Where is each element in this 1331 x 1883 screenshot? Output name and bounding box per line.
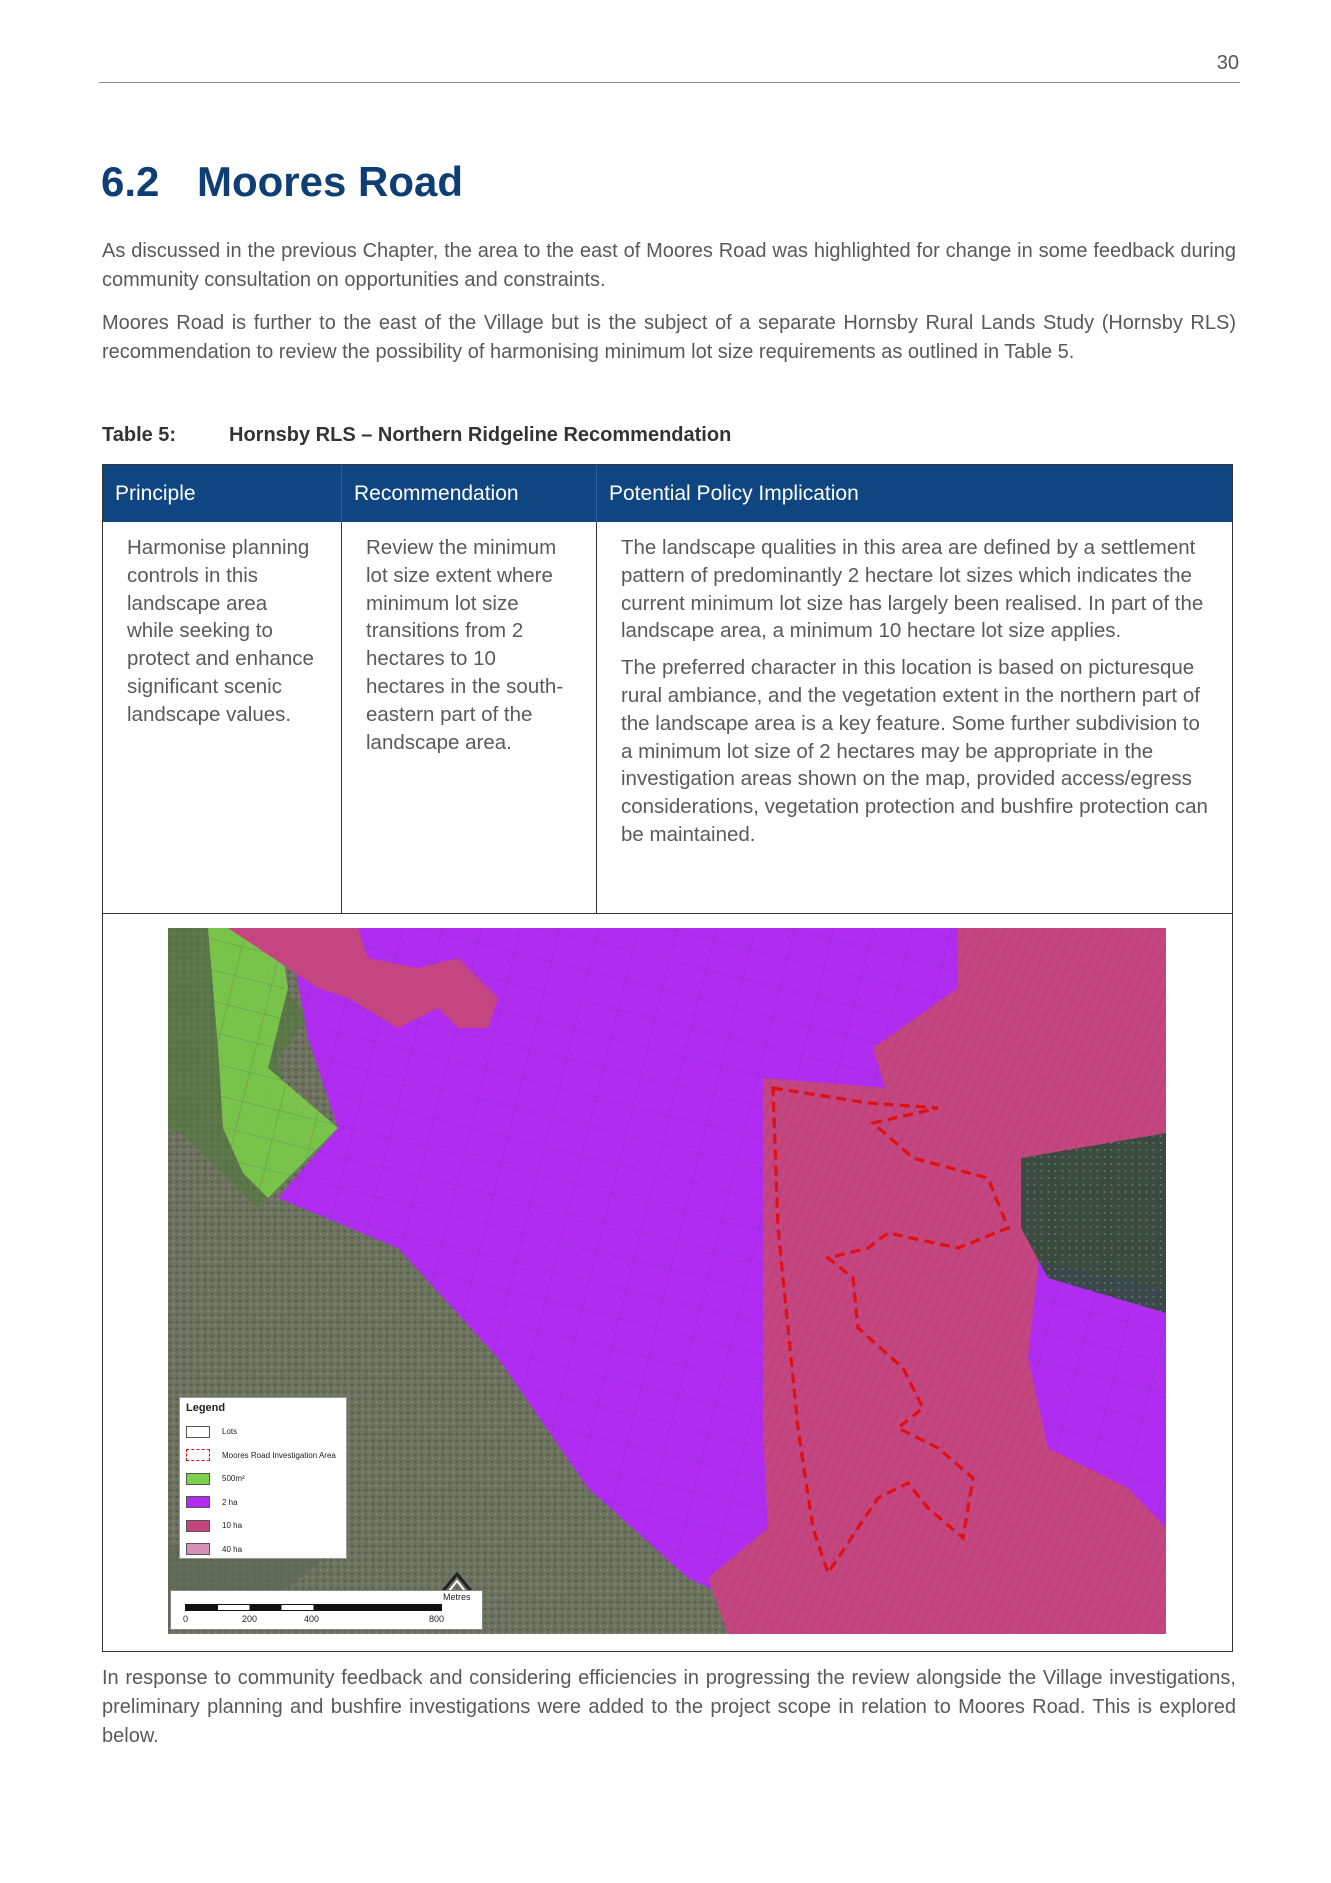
legend-label: Moores Road Investigation Area	[222, 1450, 336, 1460]
legend-item	[186, 1420, 340, 1444]
scale-tick-label: 200	[242, 1614, 258, 1624]
legend-label: Lots	[222, 1427, 238, 1437]
table-caption-label: Table 5:	[102, 424, 177, 446]
legend-item	[186, 1444, 340, 1468]
legend-item	[186, 1491, 340, 1515]
legend-item	[186, 1538, 340, 1562]
table-caption	[102, 424, 731, 447]
scale-tick-label: 400	[304, 1614, 320, 1624]
legend-swatch-40ha	[186, 1543, 210, 1555]
header-policy-implication: Potential Policy Implication	[596, 465, 1232, 522]
map-legend	[179, 1397, 347, 1559]
cell-principle: Harmonise planning controls in this landscape area while seeking to protect and enhance significant scenic landscape values.	[127, 536, 314, 726]
scale-bar	[170, 1590, 483, 1630]
scale-unit: Metres	[443, 1592, 471, 1602]
closing-paragraph: In response to community feedback and considering efficiencies in progressing the review alongside the Village investigations, preliminary planning and bushfire investigations were added to the project scope in relation to Moores Road. This is explored below.	[102, 1667, 1236, 1747]
table-caption-title: Hornsby RLS – Northern Ridgeline Recommendation	[229, 424, 732, 446]
section-title: Moores Road	[197, 158, 464, 205]
section-heading	[101, 158, 463, 206]
legend-label: 2 ha	[222, 1497, 238, 1507]
map-cell	[103, 913, 1232, 1651]
cell-policy-implication	[596, 522, 1232, 913]
cell-recommendation: Review the minimum lot size extent where minimum lot size transitions from 2 hectares to 10 hectares in the south-eastern part of the landscape area.	[341, 522, 596, 913]
minimum-lot-size-map	[168, 928, 1166, 1634]
table-header-row	[103, 465, 1232, 522]
recommendation-table	[102, 464, 1233, 1652]
legend-label: 40 ha	[222, 1544, 243, 1554]
header-principle: Principle	[115, 482, 196, 505]
implication-paragraph: The landscape qualities in this area are defined by a settlement pattern of predominantly 2 hectare lot sizes which indicates the current minimum lot size has largely been realised. In part of the landscape area, a minimum 10 hectare lot size applies.	[621, 536, 1204, 643]
legend-item	[186, 1514, 340, 1538]
legend-label: 500m²	[222, 1474, 245, 1484]
legend-swatch-2ha	[186, 1496, 210, 1508]
header-recommendation: Recommendation	[341, 465, 596, 522]
scale-tick-label: 0	[183, 1614, 189, 1624]
section-number: 6.2	[101, 158, 160, 205]
legend-swatch-lots	[186, 1426, 210, 1438]
scale-tick-label: 800	[429, 1614, 445, 1624]
intro-paragraph: As discussed in the previous Chapter, the area to the east of Moores Road was highlighted for change in some feedback during community consultation on opportunities and constraints.	[102, 240, 1236, 291]
legend-label: 10 ha	[222, 1521, 243, 1531]
context-paragraph: Moores Road is further to the east of the Village but is the subject of a separate Hornsby Rural Lands Study (Hornsby RLS) recommendation to review the possibility of harmonising minimum lot size requirements as outlined in Table 5.	[102, 312, 1236, 363]
legend-swatch-500m2	[186, 1473, 210, 1485]
scale-bar-graphic	[185, 1604, 442, 1611]
legend-swatch-investigation-area	[186, 1449, 210, 1461]
legend-swatch-10ha	[186, 1520, 210, 1532]
legend-title: Legend	[186, 1402, 226, 1414]
legend-item	[186, 1467, 340, 1491]
table-row	[103, 522, 1232, 913]
page-number: 30	[1216, 52, 1239, 74]
implication-paragraph: The preferred character in this location is based on picturesque rural ambiance, and the vegetation extent in the northern part of the landscape area is a key feature. Some further subdivision to a minimum lot size of 2 hectares may be appropriate in the investigation areas shown on the map, provided access/egress considerations, vegetation protection and bushfire protection can be maintained.	[621, 656, 1208, 846]
header-rule	[99, 82, 1240, 83]
